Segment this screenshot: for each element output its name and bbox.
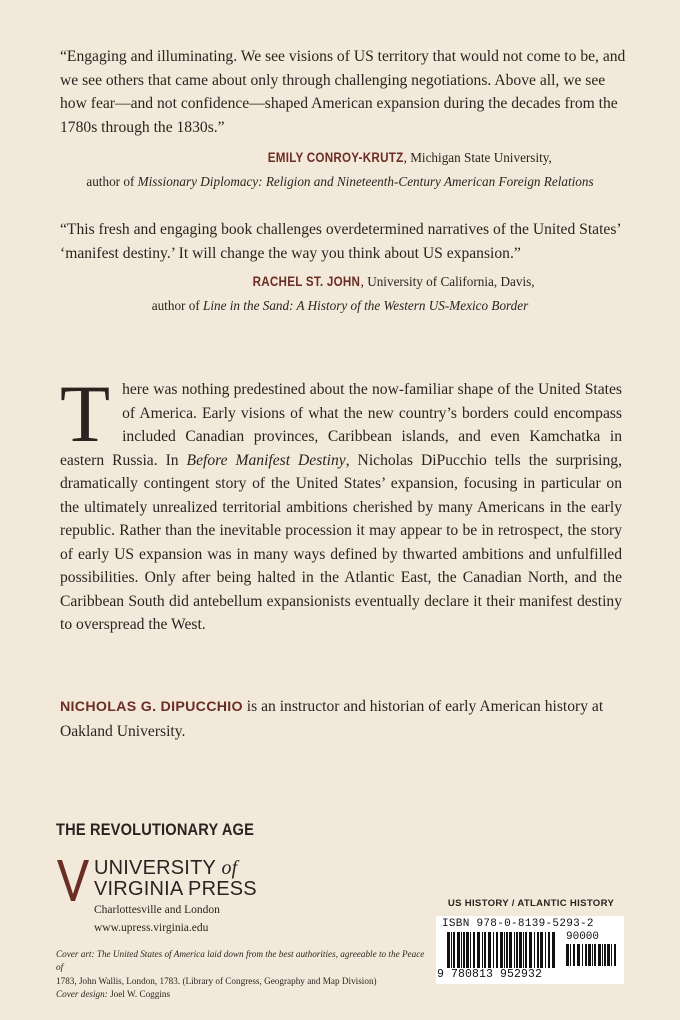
endorsement-attribution-1 <box>0 148 680 192</box>
endorser-author-prefix-1: author of <box>86 174 138 189</box>
author-name: NICHOLAS G. DIPUCCHIO <box>60 699 243 715</box>
cover-art-source: 1783, John Wallis, London, 1783. (Library of Congress, Geography and Map Division) <box>56 975 377 986</box>
addon-barcode-icon <box>566 944 618 972</box>
endorser-affiliation-2: , University of California, Davis, <box>360 274 535 289</box>
author-bio-text: is an instructor and historian of early American history at Oakland University. <box>60 698 604 740</box>
ean-barcode-icon <box>447 932 559 968</box>
publisher-location: Charlottesville and London <box>94 904 220 916</box>
endorsement-quote-2: “This fresh and engaging book challenges overdetermined narratives of the United States’ ‘manifest destiny.’ It will change the way you think about US expansion.” <box>60 221 621 262</box>
description-part-1: here was nothing predestined about the now-familiar shape of the United States of America. Early visions of what the new country’s borders could encompass included Canadian provinces, Caribbean islands, and even Kamchatka in eastern Russia. In <box>60 381 622 469</box>
cover-designer: Joel W. Coggins <box>107 988 171 999</box>
endorser-author-prefix-2: author of <box>151 298 204 313</box>
publisher-name <box>94 858 257 900</box>
publisher-line-2: VIRGINIA PRESS <box>94 878 257 900</box>
endorsement-attribution-2 <box>0 272 680 316</box>
book-description <box>60 368 623 637</box>
publisher-line-1: UNIVERSITY <box>94 857 216 879</box>
endorser-name-2: RACHEL ST. JOHN <box>253 274 361 290</box>
isbn-label: ISBN 978-0-8139-5293-2 <box>442 918 594 930</box>
cover-credits <box>56 948 426 1001</box>
cover-art-label: Cover art: <box>56 949 95 959</box>
endorsement-quote-1: “Engaging and illuminating. We see visions of US territory that would not come to be, and we see others that came about only through challenging negotiations. Above all, we see how fear—and not confidence—shaped American expansion during the decades from the 1780s through the 1830s.” <box>60 48 626 136</box>
endorser-affiliation-1: , Michigan State University, <box>403 150 552 165</box>
cover-design-label: Cover design: <box>56 988 108 999</box>
description-part-2: , Nicholas DiPucchio tells the surprising, dramatically contingent story of the United States’ expansion, focusing in particular on the ultimately unrealized territorial ambitions cherished by many Americans in the early republic. Rather than the inevitable procession it may appear to be in retrospect, the story of early US expansion was in many ways defined by thwarted ambitions and unfulfilled possibilities. Only after being halted in the Atlantic East, the Canadian North, and the Caribbean South did antebellum expansionists eventually declare it their manifest destiny to overspread the West. <box>60 451 623 633</box>
endorser-book-1: Missionary Diplomacy: Religion and Nineteenth-Century American Foreign Relations <box>137 174 594 189</box>
price-code: 90000 <box>566 931 600 943</box>
ean-digits: 9 780813 952932 <box>437 968 543 981</box>
endorser-name-1: EMILY CONROY-KRUTZ <box>267 150 404 166</box>
drop-cap: T <box>60 368 111 459</box>
uva-press-logo-icon <box>56 858 90 902</box>
author-bio <box>60 695 626 743</box>
publisher-url: www.upress.virginia.edu <box>94 922 209 934</box>
cover-art-title: The United States of America laid down from the best authorities, agreeable to the Peace of <box>56 949 425 973</box>
subject-category: US HISTORY / ATLANTIC HISTORY <box>447 898 615 909</box>
description-book-title: Before Manifest Destiny <box>186 451 346 469</box>
endorser-book-2: Line in the Sand: A History of the Western US-Mexico Border <box>203 298 529 313</box>
publisher-of: of <box>221 857 238 879</box>
series-title: THE REVOLUTIONARY AGE <box>56 820 255 839</box>
